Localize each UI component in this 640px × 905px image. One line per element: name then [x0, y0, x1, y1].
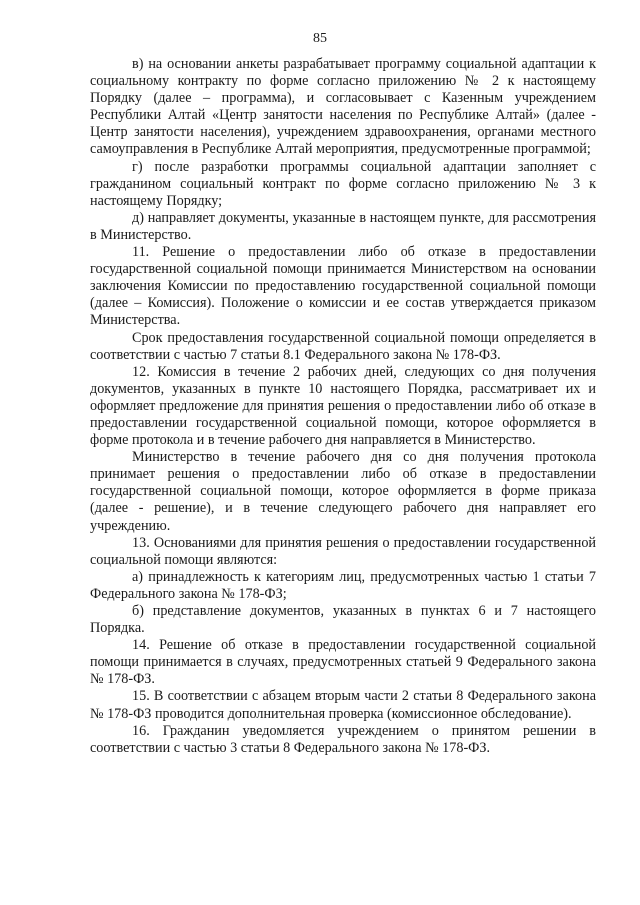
- paragraph-16: 16. Гражданин уведомляется учреждением о принятом решении в соответствии с частью 3 статьи 8 Федерального закона № 178-ФЗ.: [90, 722, 596, 756]
- paragraph-item-b: б) представление документов, указанных в пунктах 6 и 7 настоящего Порядка.: [90, 603, 596, 637]
- paragraph-ministry-decision: Министерство в течение рабочего дня со дня получения протокола принимает решения о предоставлении либо об отказе в предоставлении государственной социальной помощи, которое оформляется в форме приказа (далее - решение), и в течение следующего рабочего дня направляет его учреждению.: [90, 449, 596, 534]
- paragraph-term: Срок предоставления государственной социальной помощи определяется в соответствии с частью 7 статьи 8.1 Федерального закона № 178-ФЗ.: [90, 329, 596, 363]
- paragraph-14: 14. Решение об отказе в предоставлении государственной социальной помощи принимается в случаях, предусмотренных статьей 9 Федерального закона № 178-ФЗ.: [90, 637, 596, 688]
- paragraph-item-g: г) после разработки программы социальной адаптации заполняет с гражданином социальный контракт по форме согласно приложению № 3 к настоящему Порядку;: [90, 158, 596, 209]
- paragraph-12: 12. Комиссия в течение 2 рабочих дней, следующих со дня получения документов, указанных в пункте 10 настоящего Порядка, рассматривает их и оформляет предложение для принятия решения о предоставлении либо об отказе в предоставлении государственной социальной помощи, которое оформляется в форме протокола и в течение рабочего дня направляется в Министерство.: [90, 363, 596, 449]
- paragraph-13: 13. Основаниями для принятия решения о предоставлении государственной социальной помощи являются:: [90, 534, 596, 568]
- paragraph-11: 11. Решение о предоставлении либо об отказе в предоставлении государственной социальной помощи принимается Министерством на основании заключения Комиссии по предоставлению государственной социальной помощи (далее – Комиссия). Положение о комиссии и ее состав утверждается приказом Министерства.: [90, 244, 596, 329]
- paragraph-item-d: д) направляет документы, указанные в настоящем пункте, для рассмотрения в Министерство.: [90, 209, 596, 243]
- document-body: [90, 56, 596, 757]
- page-number: 85: [313, 31, 327, 46]
- paragraph-item-v: в) на основании анкеты разрабатывает программу социальной адаптации к социальному контракту по форме согласно приложению № 2 к настоящему Порядку (далее – программа), и согласовывает с Казенным учреждением Республики Алтай «Центр занятости населения по Республике Алтай» (далее - Центр занятости населения), учреждением здравоохранения, органами местного самоуправления в Республике Алтай мероприятия, предусмотренные программой;: [90, 56, 596, 158]
- paragraph-15: 15. В соответствии с абзацем вторым части 2 статьи 8 Федерального закона № 178-ФЗ проводится дополнительная проверка (комиссионное обследование).: [90, 688, 596, 722]
- paragraph-item-a: а) принадлежность к категориям лиц, предусмотренных частью 1 статьи 7 Федерального закона № 178-ФЗ;: [90, 568, 596, 602]
